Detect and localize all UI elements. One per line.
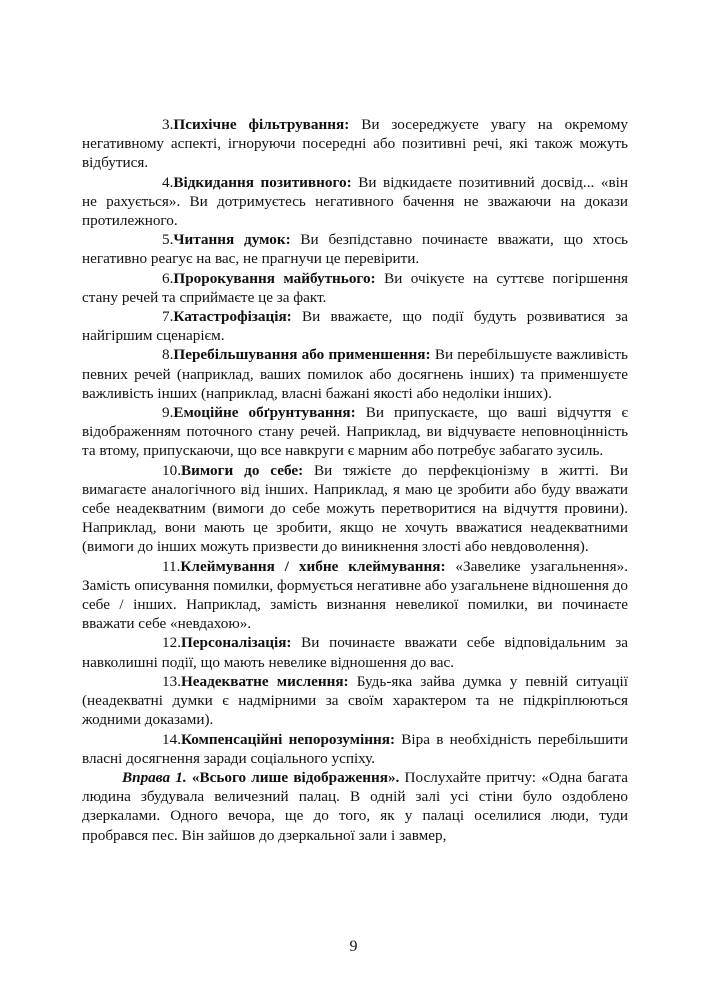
list-item [82,307,628,345]
item-number: 4. [162,173,174,191]
item-term: Читання думок: [173,231,291,249]
item-number: 13. [162,672,181,690]
item-number: 14. [162,730,181,748]
item-term: Відкидання позитивного: [173,173,352,191]
list-item [82,730,628,768]
item-text: Ви починаєте вважати себе відповідальним за навколишні події, що мають невелике відношення до вас. [82,634,628,671]
item-number: 11. [162,557,181,575]
item-number: 12. [162,634,181,652]
item-text: Віра в необхідність перебільшити власні досягнення заради соціального успіху. [82,730,628,767]
exercise-paragraph [82,768,628,845]
item-text: «Завелике узагальнення». Замість описування помилки, формується негативне або узагальнене відношення до себе / інших. Наприклад, замість визнання невеликої помилки, ви починаєте вважати себе «невдахою». [82,557,628,633]
list-item [82,461,628,557]
page-content [82,115,628,845]
list-item [82,269,628,307]
item-text: Ви перебільшуєте важливість певних речей (наприклад, ваших помилок або досягнень інших) та применшуєте важливість інших (наприклад, власні бажані якості або недоліки інших). [82,346,628,402]
exercise-title: «Всього лише відображення». [186,768,400,786]
item-term: Емоційне обґрунтування: [173,404,356,422]
page-number: 9 [349,938,358,955]
item-term: Психічне фільтрування: [173,116,350,133]
item-term: Перебільшування або применшення: [173,346,431,364]
item-number: 7. [162,308,174,326]
item-text: Ви відкидаєте позитивний досвід... «він не рахується». Ви дотримуєтесь негативного бачення не зважаючи на докази протилежного. [82,173,628,230]
item-number: 8. [162,346,174,364]
item-term: Персоналізація: [180,634,292,652]
list-item [82,115,628,173]
list-item [82,230,628,268]
item-term: Клеймування / хибне клеймування: [180,557,446,575]
item-term: Неадекватне мислення: [180,672,349,690]
item-number: 5. [162,231,174,249]
item-term: Вимоги до себе: [180,461,304,479]
item-text: Ви тяжієте до перфекціонізму в житті. Ви вимагаєте аналогічного від інших. Наприклад, я маю це зробити або буду вважати себе неадекватним (вимоги до себе можуть перетворитися на відчуття провини). Наприклад, вони мають це зробити, якщо не хочуть вважатися неадекватними (вимоги до інших можуть призвести до виникнення злості або невдоволення). [82,461,628,556]
list-item [82,557,628,634]
item-text: Ви зосереджуєте увагу на окремому негативному аспекті, ігноруючи посередні або позитивні речі, які також можуть відбутися. [82,116,629,172]
item-text: Ви вважаєте, що події будуть розвиватися за найгіршим сценарієм. [82,308,628,345]
item-number: 10. [162,461,181,479]
item-term: Катастрофізація: [173,308,292,326]
list-item [82,672,628,730]
item-term: Компенсаційні непорозуміння: [180,730,396,748]
item-term: Пророкування майбутнього: [173,269,376,287]
item-text: Ви очікуєте на суттєве погіршення стану речей та сприймаєте це за факт. [82,269,628,306]
list-item [82,345,628,403]
list-item [82,633,628,671]
exercise-label: Вправа 1. [122,768,187,786]
exercise-text: Послухайте притчу: «Одна багата людина збудувала величезний палац. В одній залі усі стіни було оздоблено дзеркалами. Одного вечора, ще до того, як у палаці оселилися люди, туди пробрався пес. Він зайшов до дзеркальної зали і завмер, [82,768,629,844]
item-text: Ви безпідставно починаєте вважати, що хтось негативно реагує на вас, не прагнучи це перевірити. [82,231,628,268]
list-item [82,173,628,231]
item-number: 6. [162,269,174,287]
item-text: Ви припускаєте, що ваші відчуття є відображенням поточного стану речей. Наприклад, ви відчуваєте неповноцінність та втому, припускаючи, що все навкруги є марним або потребує забагато зусиль. [82,404,628,460]
item-text: Будь-яка зайва думка у певній ситуації (неадекватні думки є надмірними за своїм характером та не підкріплюються жодними доказами). [82,672,628,729]
list-item [82,403,628,461]
item-number: 9. [162,404,174,422]
item-number: 3. [162,116,174,133]
